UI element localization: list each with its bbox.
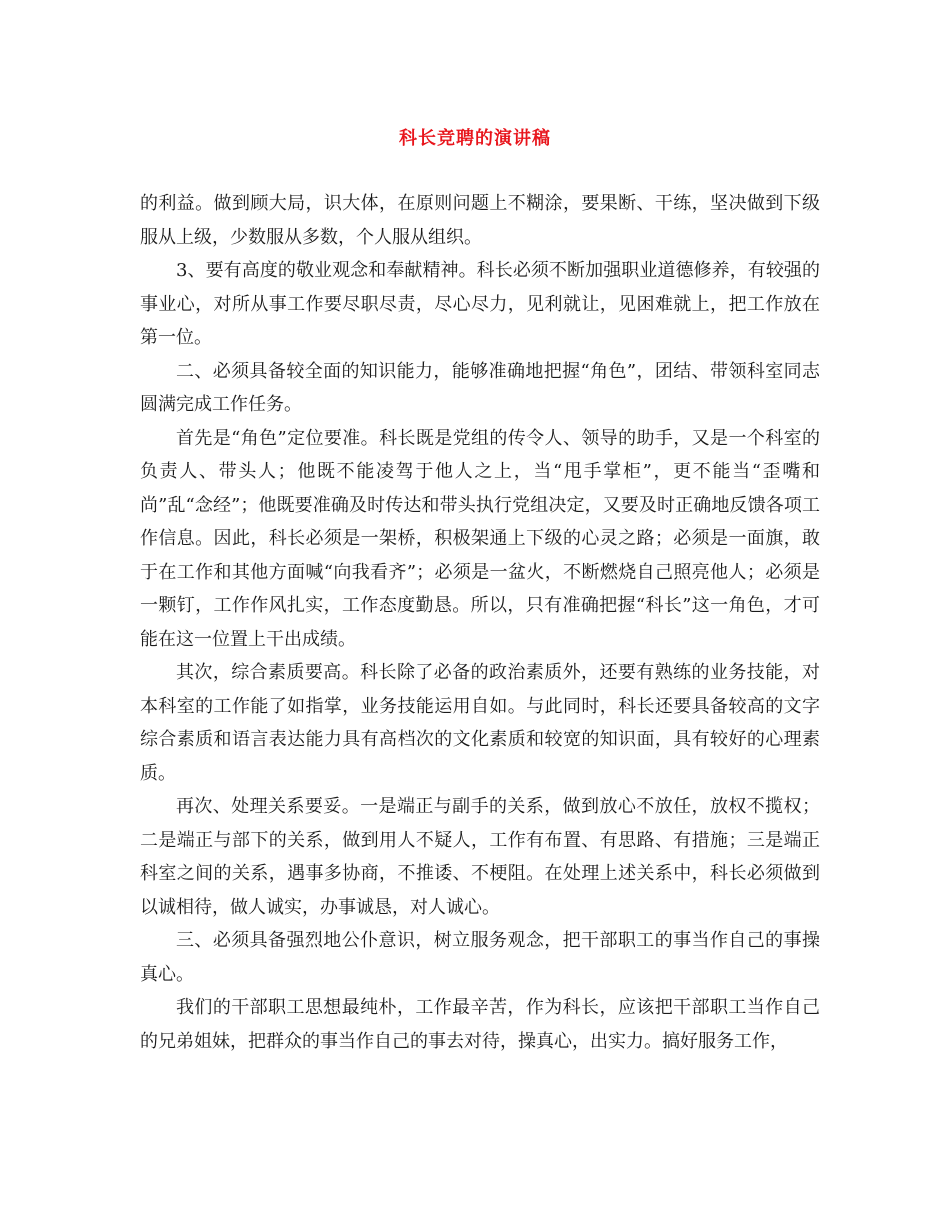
document-title: 科长竞聘的演讲稿: [399, 128, 551, 149]
paragraph-continuation: 的利益。做到顾大局，识大体，在原则问题上不糊涂，要果断、干练，坚决做到下级服从上级，少数服从多数，个人服从组织。: [140, 193, 820, 248]
document-body: [140, 187, 820, 1058]
paragraph-role-positioning: 首先是“角色”定位要准。科长既是党组的传令人、领导的助手，又是一个科室的负责人、带头人；他既不能凌驾于他人之上，当“甩手掌柜”，更不能当“歪嘴和尚”乱“念经”；他既要准确及时传达和带头执行党组决定，又要及时正确地反馈各项工作信息。因此，科长必须是一架桥，积极架通上下级的心灵之路；必须是一面旗，敢于在工作和其他方面喊“向我看齐”；必须是一盆火，不断燃烧自己照亮他人；必须是一颗钉，工作作风扎实，工作态度勤恳。所以，只有准确把握“科长”这一角色，才可能在这一位置上干出成绩。: [140, 427, 820, 650]
paragraph-overall-quality: 其次，综合素质要高。科长除了必备的政治素质外，还要有熟练的业务技能，对本科室的工作能了如指掌，业务技能运用自如。与此同时，科长还要具备较高的文字综合素质和语言表达能力具有高档次的文化素质和较宽的知识面，具有较好的心理素质。: [140, 662, 820, 784]
paragraph-section-two-heading: 二、必须具备较全面的知识能力，能够准确地把握“角色”，团结、带领科室同志圆满完成工作任务。: [140, 360, 820, 415]
paragraph-dedication: 3、要有高度的敬业观念和奉献精神。科长必须不断加强职业道德修养，有较强的事业心，对所从事工作要尽职尽责，尽心尽力，见利就让，见困难就上，把工作放在第一位。: [140, 260, 820, 348]
paragraph-service: 我们的干部职工思想最纯朴，工作最辛苦，作为科长，应该把干部职工当作自己的兄弟姐妹，把群众的事当作自己的事去对待，操真心，出实力。搞好服务工作，: [140, 997, 820, 1052]
paragraph-relationships: 再次、处理关系要妥。一是端正与副手的关系，做到放心不放任，放权不揽权；二是端正与部下的关系，做到用人不疑人，工作有布置、有思路、有措施；三是端正科室之间的关系，遇事多协商，不推诿、不梗阻。在处理上述关系中，科长必须做到以诚相待，做人诚实，办事诚恳，对人诚心。: [140, 796, 820, 918]
paragraph-section-three-heading: 三、必须具备强烈地公仆意识，树立服务观念，把干部职工的事当作自己的事操真心。: [140, 930, 820, 985]
